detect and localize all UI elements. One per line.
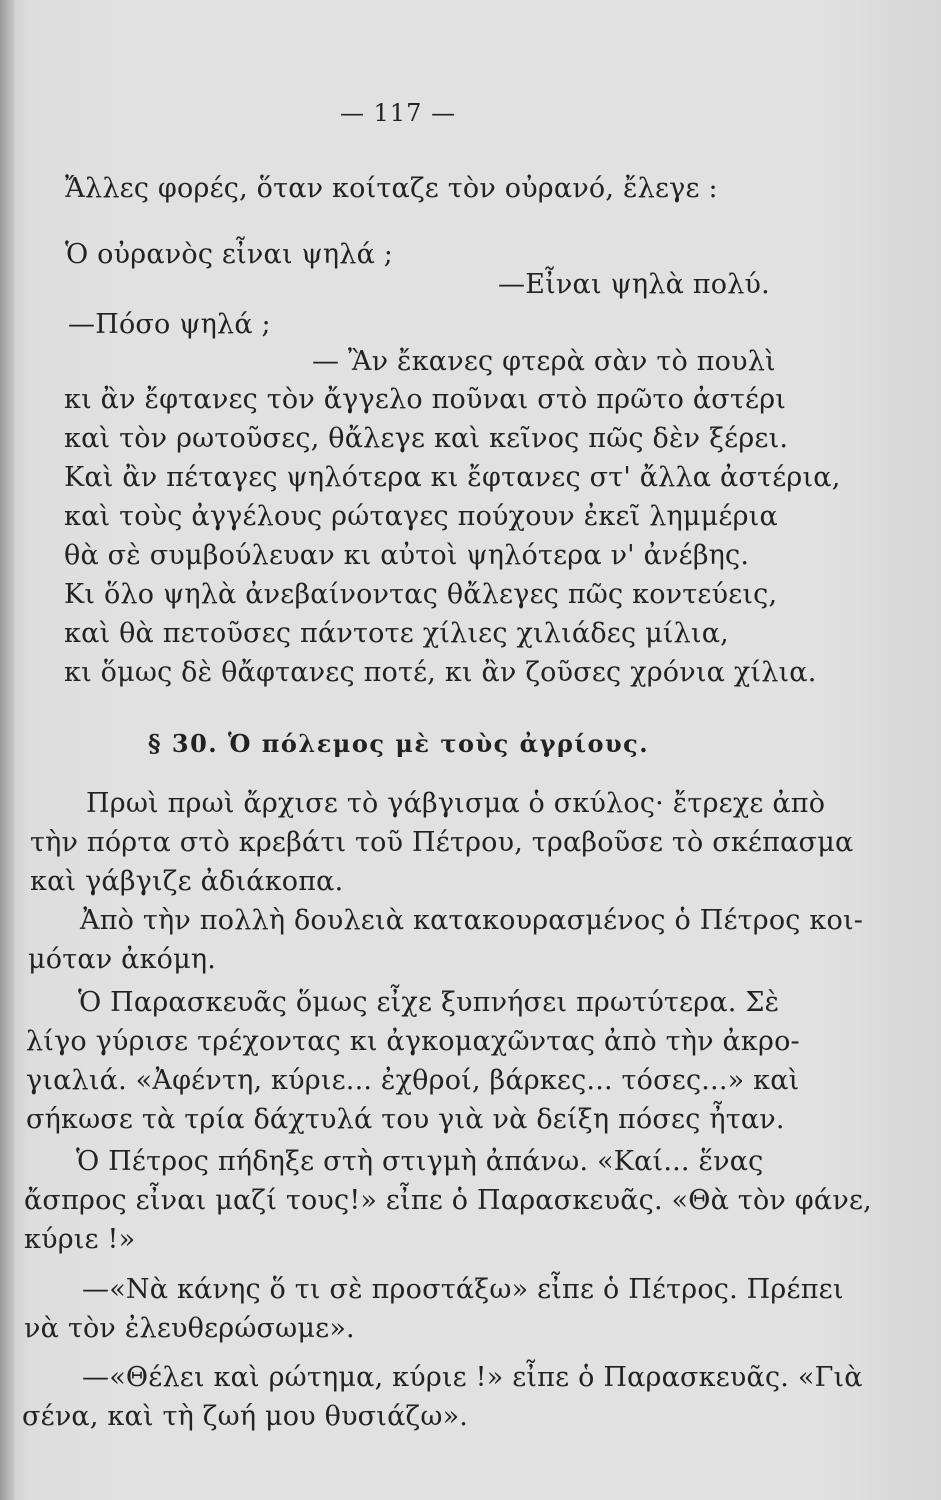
- poem-line: κι ὅμως δὲ θἄφτανες ποτέ, κι ἂν ζοῦσες χρόνια χίλια.: [64, 657, 817, 688]
- poem-line: Καὶ ἂν πέταγες ψηλότερα κι ἔφτανες στ' ἄλλα ἀστέρια,: [64, 462, 841, 493]
- prose-line: ἄσπρος εἶναι μαζί τους!» εἶπε ὁ Παρασκευᾶς. «Θὰ τὸν φάνε,: [24, 1185, 872, 1216]
- poem-line: —Πόσο ψηλά ;: [68, 309, 271, 340]
- prose-line: καὶ γάβγιζε ἀδιάκοπα.: [30, 866, 344, 897]
- poem-line: κι ἂν ἔφτανες τὸν ἄγγελο ποῦναι στὸ πρῶτο ἀστέρι: [64, 384, 787, 415]
- book-spine-shadow: [0, 0, 14, 1500]
- prose-line: τὴν πόρτα στὸ κρεβάτι τοῦ Πέτρου, τραβοῦσε τὸ σκέπασμα: [30, 827, 854, 858]
- poem-line: καὶ θὰ πετοῦσες πάντοτε χίλιες χιλιάδες μίλια,: [64, 618, 729, 649]
- poem-line: καὶ τοὺς ἀγγέλους ρώταγες πούχουν ἐκεῖ λημμέρια: [64, 501, 778, 532]
- poem-line: Κι ὅλο ψηλὰ ἀνεβαίνοντας θἄλεγες πῶς κοντεύεις,: [64, 579, 778, 610]
- prose-line: Ὁ Παρασκευᾶς ὅμως εἶχε ξυπνήσει πρωτύτερα. Σὲ: [78, 987, 780, 1018]
- prose-line: Ἀπὸ τὴν πολλὴ δουλειὰ κατακουρασμένος ὁ Πέτρος κοι-: [80, 905, 864, 936]
- prose-line: νὰ τὸν ἐλευθερώσωμε».: [24, 1313, 355, 1344]
- prose-line: μόταν ἀκόμη.: [28, 944, 217, 975]
- prose-line: λίγο γύρισε τρέχοντας κι ἀγκομαχῶντας ἀπὸ τὴν ἀκρο-: [26, 1026, 800, 1057]
- prose-line: κύριε !»: [24, 1224, 136, 1255]
- poem-line: θὰ σὲ συμβούλευαν κι αὐτοὶ ψηλότερα ν' ἀνέβης.: [64, 540, 750, 571]
- section-heading: § 30. Ὁ πόλεμος μὲ τοὺς ἀγρίους.: [148, 729, 650, 758]
- prose-line: σήκωσε τὰ τρία δάχτυλά του γιὰ νὰ δείξη πόσες ἦταν.: [26, 1104, 785, 1135]
- prose-line: —«Νὰ κάνης ὅ τι σὲ προστάξω» εἶπε ὁ Πέτρος. Πρέπει: [82, 1274, 844, 1305]
- prose-line: Ὁ Πέτρος πήδηξε στὴ στιγμὴ ἀπάνω. «Καί... ἕνας: [76, 1146, 764, 1177]
- prose-line: γιαλιά. «Ἀφέντη, κύριε... ἐχθροί, βάρκες... τόσες...» καὶ: [26, 1065, 800, 1096]
- poem-line: —Εἶναι ψηλὰ πολύ.: [498, 269, 770, 300]
- prose-line: Πρωὶ πρωὶ ἄρχισε τὸ γάβγισμα ὁ σκύλος· ἔτρεχε ἀπὸ: [86, 788, 826, 819]
- poem-line: καὶ τὸν ρωτοῦσες, θἄλεγε καὶ κεῖνος πῶς δὲν ξέρει.: [64, 423, 789, 454]
- page-number: — 117 —: [340, 99, 457, 127]
- poem-line: Ἄλλες φορές, ὅταν κοίταζε τὸν οὐρανό, ἔλεγε :: [65, 173, 718, 204]
- poem-line: — Ἂν ἔκανες φτερὰ σὰν τὸ πουλὶ: [312, 346, 776, 377]
- prose-line: σένα, καὶ τὴ ζωή μου θυσιάζω».: [22, 1401, 469, 1432]
- prose-line: —«Θέλει καὶ ρώτημα, κύριε !» εἶπε ὁ Παρασκευᾶς. «Γιὰ: [82, 1362, 863, 1393]
- poem-line: Ὁ οὐρανὸς εἶναι ψηλά ;: [65, 239, 394, 270]
